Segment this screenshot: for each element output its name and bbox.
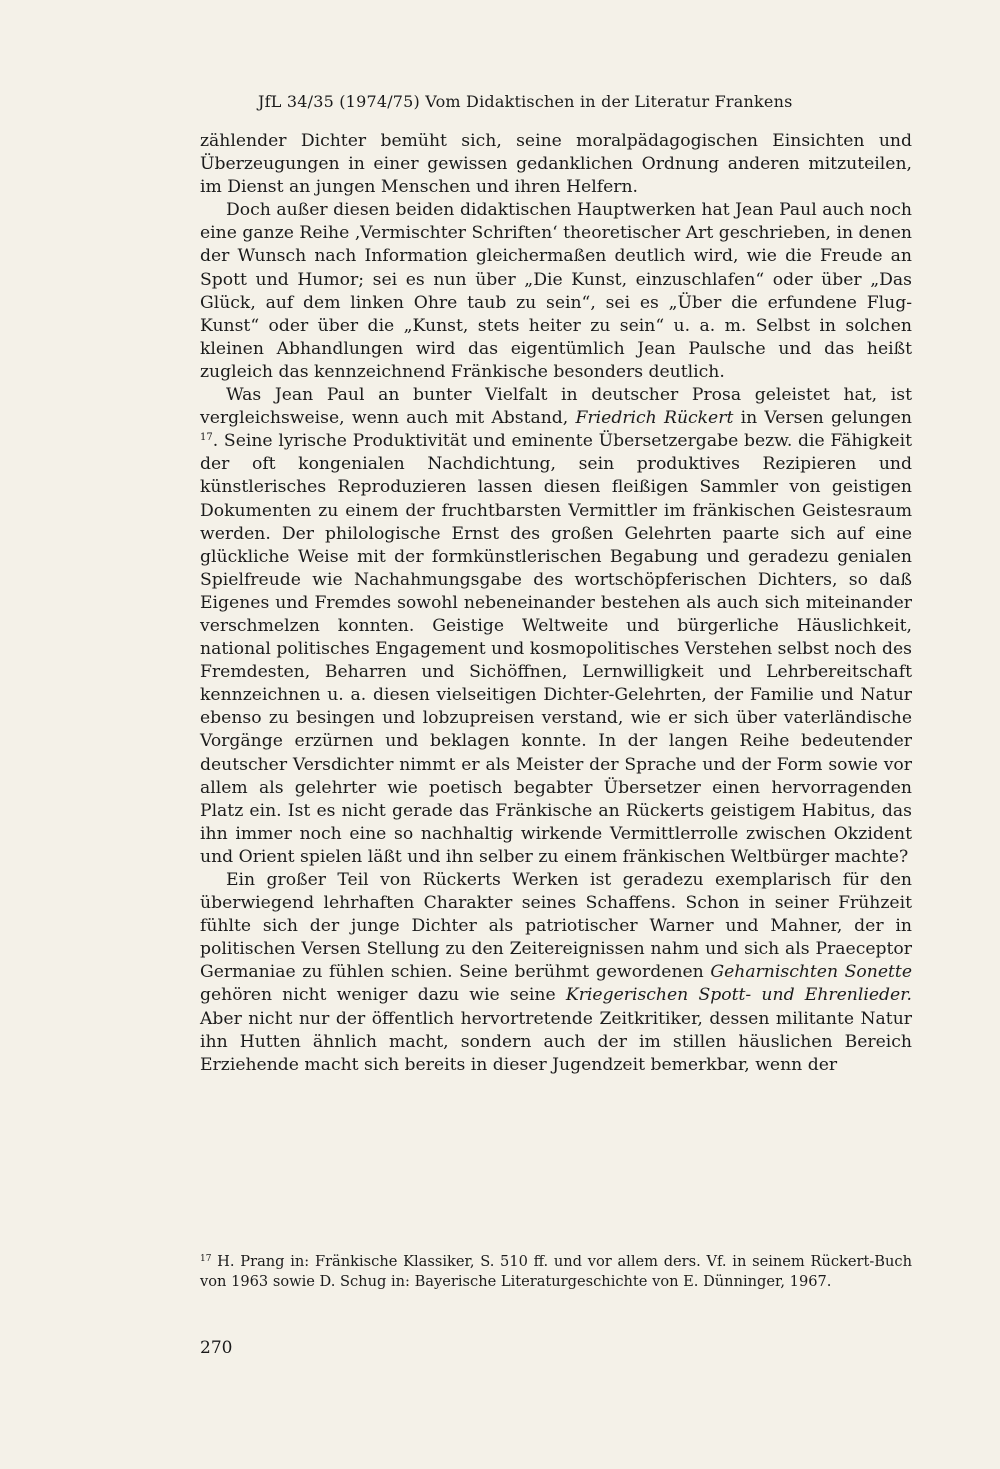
work-title-lieder: Kriegerischen Spott- und Ehrenlieder. [565, 985, 912, 1006]
footnote-number: 17 [200, 1254, 212, 1264]
paragraph-4-text-c: Aber nicht nur der öffentlich hervortretende Zeitkritiker, dessen militante Natur ihn Hutten ähnlich macht, sondern auch der im stillen häuslichen Bereich Erziehende macht sich bereits in dieser Jugendzeit bemerkbar, wenn der [200, 1008, 912, 1075]
paragraph-4-text-b: gehören nicht weniger dazu wie seine [200, 985, 566, 1006]
paragraph-3-text-a: Was Jean Paul an bunter Vielfalt in deutscher Prosa geleistet hat, ist vergleichsweise, wenn auch mit Abstand, [200, 385, 912, 429]
paragraph-4-text-a: Ein großer Teil von Rückerts Werken ist geradezu exemplarisch für den überwiegend lehrhaften Charakter seines Schaffens. Schon in seiner Frühzeit fühlte sich der junge Dichter als patriotischer Warner und Mahner, der in politischen Versen Stellung zu den Zeitereignissen nahm und sich als Praeceptor Germaniae zu fühlen schien. Seine berühmt gewordenen [200, 870, 912, 983]
paragraph-2: Doch außer diesen beiden didaktischen Hauptwerken hat Jean Paul auch noch eine ganze Reihe ‚Vermischter Schriften‘ theoretischer Art geschrieben, in denen der Wunsch nach Information gleichermaßen deutlich wird, wie die Freude an Spott und Humor; sei es nun über „Die Kunst, einzuschlafen“ oder über „Das Glück, auf dem linken Ohre taub zu sein“, sei es „Über die erfundene Flug-Kunst“ oder über die „Kunst, stets heiter zu sein“ u. a. m. Selbst in solchen kleinen Abhandlungen wird das eigentümlich Jean Paulsche und das heißt zugleich das kennzeichnend Fränkische besonders deutlich. [200, 200, 912, 382]
author-name-rueckert: Friedrich Rückert [575, 408, 734, 429]
page-number: 270 [200, 1338, 233, 1358]
paragraph-1: zählender Dichter bemüht sich, seine moralpädagogischen Einsichten und Überzeugungen in einer gewissen gedanklichen Ordnung anderen mitzuteilen, im Dienst an jungen Menschen und ihren Helfern. [200, 131, 912, 198]
paragraph-3 [200, 384, 912, 869]
work-title-sonette: Geharnischten Sonette [710, 962, 912, 983]
paragraph-3-text-b: in Versen gelungen [733, 408, 913, 429]
running-head: JfL 34/35 (1974/75) Vom Didaktischen in der Literatur Frankens [258, 92, 793, 111]
footnote-text: H. Prang in: Fränkische Klassiker, S. 510 ff. und vor allem ders. Vf. in seinem Rückert-Buch von 1963 sowie D. Schug in: Bayerische Literaturgeschichte von E. Dünninger, 1967. [200, 1253, 912, 1290]
footnote-ref-17: 17 [200, 432, 213, 444]
footnote-17 [200, 1252, 912, 1291]
paragraph-3-text-c: . Seine lyrische Produktivität und eminente Übersetzergabe bezw. die Fähigkeit der oft kongenialen Nachdichtung, sein produktives Rezipieren und künstlerisches Reproduzieren lassen diesen fleißigen Sammler von geistigen Dokumenten zu einem der fruchtbarsten Vermittler im fränkischen Geistesraum werden. Der philologische Ernst des großen Gelehrten paarte sich auf eine glückliche Weise mit der formkünstlerischen Begabung und geradezu genialen Spielfreude wie Nachahmungsgabe des wortschöpferischen Dichters, so daß Eigenes und Fremdes sowohl nebeneinander bestehen als auch sich miteinander verschmelzen konnten. Geistige Weltweite und bürgerliche Häuslichkeit, national politisches Engagement und kosmopolitisches Verstehen selbst noch des Fremdesten, Beharren und Sichöffnen, Lernwilligkeit und Lehrbereitschaft kennzeichnen u. a. diesen vielseitigen Dichter-Gelehrten, der Familie und Natur ebenso zu besingen und lobzupreisen verstand, wie er sich über vaterländische Vorgänge erzürnen und beklagen konnte. In der langen Reihe bedeutender deutscher Versdichter nimmt er als Meister der Sprache und der Form sowie vor allem als gelehrter wie poetisch begabter Übersetzer einen hervorragenden Platz ein. Ist es nicht gerade das Fränkische an Rückerts geistigem Habitus, das ihn immer noch eine so nachhaltig wirkende Vermittlerrolle zwischen Okzident und Orient spielen läßt und ihn selber zu einem fränkischen Weltbürger machte? [200, 431, 912, 867]
paragraph-4 [200, 869, 912, 1077]
main-text [200, 130, 912, 1077]
